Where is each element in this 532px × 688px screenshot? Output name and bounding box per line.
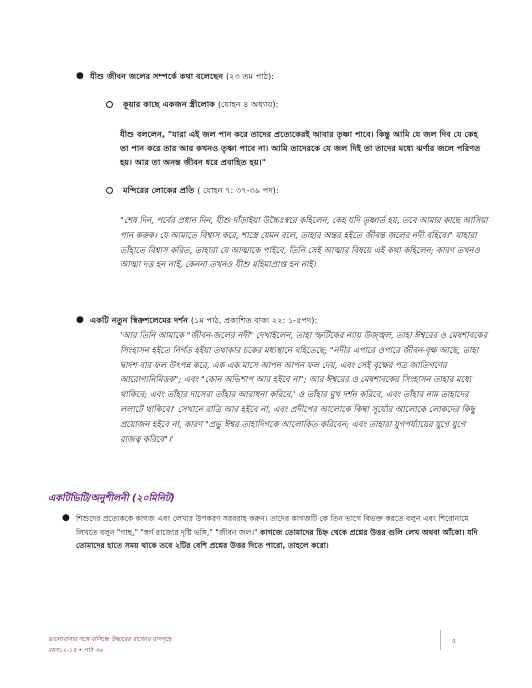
sub2-ref: ( যোহন ৭: ৩৭-৩৯ পদ): (197, 185, 279, 195)
activity-row (62, 512, 488, 553)
activity-text-b: কাগজে তোমাদের চিহ্ন থেকে প্রশ্নের উত্তর গুলি লেখ অথবা আঁকো। যদি তোমাদের হাতে সময় থাকে তবে ২টির বেশি প্রশ্নের উত্তর দিতে পারো, তাহলে করো। (76, 527, 478, 550)
bullet-icon: ● (76, 315, 84, 325)
footer-subtitle: বয়স১২-১৪ • পাঠ ৩৬ (48, 647, 103, 654)
footer-divider (440, 630, 441, 650)
section1-heading-text: যীশু জীবন জলের সম্পর্কে কথা বলেছেন (90, 71, 224, 81)
section2-heading (90, 314, 317, 326)
section2-body: 'আর তিনি আমাকে "জীবন-জলের নদী" দেখাইলেন, তাহা স্ফটিকের ন্যায় উজ্জ্বল, তাহা ঈশ্বরের ও মেষশাবকের সিংহাসন হইতে নির্গত হইয়া তথাকার চকের মধ্যস্থানে বহিতেছে; "নদীর এপারে ওপারে জীবন-বৃক্ষ আছে, তাহা দ্বাদশ বার ফল উৎপন্ন করে, এক এক মাসে আপন আপন ফল দেয়, এবং সেই বৃক্ষের পত্র জাতিগণের আরোগ্যনিমিত্তক"; এবং "কোন অভিশাপ আর হইবে না"; আর ঈশ্বরের ও মেষশাবকের সিংহাসন তাহার মধ্যে থাকিবে; এবং তাঁহার দাসেরা তাঁহার আরাধনা করিবে,' ও তাঁহার মুখ দর্শন করিবে, এবং তাঁহার নাম তাহাদের ললাটে থাকিবে।' সেখানে রাত্রি আর হইবে না, এবং প্রদীপের আলোকে কিম্বা সূর্য্যের আলোকে লোকদের কিছু প্রয়োজন হইবে না, কারণ "প্রভু ঈশ্বর তাহাদিগকে আলোকিত করিবেন; এবং তাহারা যুগপর্য্যায়ের যুগে যুগে রাজত্ব করিবে"।' (120, 330, 488, 444)
sub2-title: মন্দিরের লোকের প্রতি (123, 185, 195, 195)
activity-title: একটিভিটি/অনুশীলনী (২০মিনিট) (48, 493, 175, 504)
sub1-heading (123, 98, 278, 110)
sub2-heading (123, 184, 279, 196)
sub1-body: যীশু বললেন, "যারা এই জল পান করে তাদের প্রত্যেকেরই আবার তৃষ্ণা পাবে। কিন্তু আমি যে জল দিব যে কেহ তা পান করে তার আর কখনও তৃষ্ণা পাবে না। আমি তাদেরকে যে জল দিই তা তাদের মধ্যে ঝর্ণার জলে পরিণত হয়। আর তা অনন্ত জীবন ধরে প্রবাহিত হয়।" (120, 129, 481, 167)
activity-text-a: শিশুদের প্রত্যেককে কাগজ এবং লেখার উপকরণ সরবরাহ করুন। তাদের কাগজটি কে তিন ভাগে বিভক্ত করতে বলুন এবং শিরোনামে লিখতে বলুন "গাছ," "স্বর্গ রাজ্যের দৃষ্টি ভঙ্গি," "জীবন জল।" (76, 514, 469, 537)
sub1-title: কূয়ার কাছে একজন স্ত্রীলোক (123, 99, 215, 109)
section1-heading-row (76, 70, 476, 82)
page-number: ৫ (452, 637, 457, 645)
section2-heading-row (76, 314, 486, 326)
sub1-ref: (যোহন ৪ অধ্যায়): (217, 99, 279, 109)
section1-heading-ref: (২৩ তম পাঠ): (225, 71, 274, 81)
section1-heading (90, 70, 274, 82)
section2-heading-text: একটি নতুন স্বিক্রশলেমের দর্শন (90, 315, 189, 325)
bullet-icon: ● (76, 71, 84, 81)
section2-heading-ref: (১ম পাঠ, প্রকাশিত বাক্য ২২: ১-৫পদ): (190, 315, 318, 325)
circle-bullet-icon (106, 101, 113, 108)
sub1-heading-row (106, 98, 486, 110)
bullet-icon: ● (62, 513, 70, 523)
circle-bullet-icon (106, 187, 113, 194)
activity-text (76, 512, 488, 553)
footer-title: ভালোবাসার সঙ্গে বাসিন্ধে উদ্ধারের রাজ্যের বাসগৃহে (48, 636, 171, 643)
sub2-body: "শেষ দিন, পর্বের প্রধান দিন, যীশু দাঁড়াইয়া উচ্চৈঃস্বরে কহিলেন, কেহ যদি তৃষ্ণার্ত হয়, তবে আমার কাছে আসিয়া পান করুক। যে আমাতে বিশ্বাস করে, শাস্ত্রে যেমন বলে, তাহার অন্তর হইতে জীবন্ত জলের নদী বহিবে।" যাহারা তাঁহাতে বিশ্বাস করিত, তাহারা যে আত্মাকে পাইবে, তিনি সেই আত্মার বিষয়ে এই কথা কহিলেন; কারণ তখনও আত্মা দত্ত হন নাই, কেননা তখনও যীশু মহিমাপ্রাপ্ত হন নাই। (120, 215, 488, 270)
sub2-heading-row (106, 184, 486, 196)
